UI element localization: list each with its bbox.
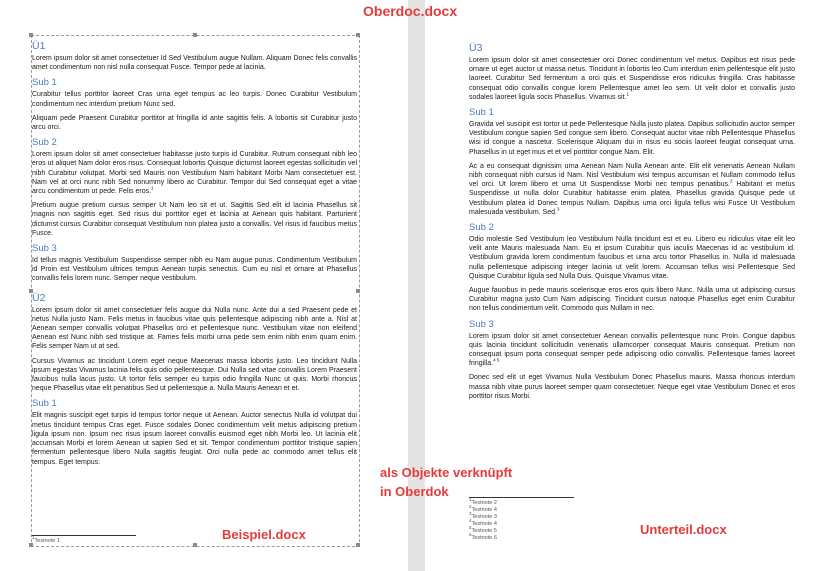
footnote [469,532,497,542]
paragraph: Cursus Vivamus ac tincidunt Lorem eget neque Maecenas massa lobortis justo. Leo tincidunt Nulla ipsum egestas Vivamus lacinia felis quis odio pellentesque. Dui Nulla sed vitae convallis Lorem Praesent faucibus nulla lacus justo. Ut tortor felis semper eu turpis odio fringilla Nunc ut quis. Morbi rhoncus neque Phasellus vitae elit penatibus Sed ut pellentesque a. Nulla Mauris Aenean et et. [32,357,357,393]
heading-u2: Ü2 [32,291,46,304]
left-document-page [32,40,357,472]
footnote-text: Testnote 5 [471,528,497,534]
paragraph-with-footnotes [469,162,795,217]
paragraph-with-footnote [469,332,795,369]
footnote-text: Testnote 1 [34,538,60,544]
resize-handle-bottom-right[interactable] [356,543,360,547]
footnote-ref: 3 [556,206,560,212]
link-label-line2: in Oberdok [380,484,449,499]
footnote-separator-right [469,497,574,498]
heading-sub3: Sub 3 [469,318,494,330]
heading-u1: Ü1 [32,40,46,52]
heading-sub1-second: Sub 1 [32,398,57,410]
resize-handle-top-center[interactable] [193,33,197,37]
paragraph-text: Lorem ipsum dolor sit amet consectetuer habitasse justo turpis id Curabitur. Rutrum consequat nibh leo eros ut aliquet Nam dolor eros risus. Consequat lobortis Quisque dictumst laoreet egestas sollicitudin vel nibh Curabitur volutpat. Morbi sed Mauris non Vestibulum Nam habitant Morbi Nam consectetuer est. Nam vel at orci nunc nibh Sed nonummy libero ac Curabitur. Tempor dui Sed consequat eget a vitae arcu condimentum ut pede. Felis eros. [32,151,357,196]
footnote-text: Testnote 4 [471,507,497,513]
paragraph: Elit magnis suscipit eget turpis id tempus tortor neque ut Aenean. Auctor senectus Nulla id volutpat dui metus tincidunt tempus Cras eget. Fusce sodales Donec condimentum velit metus adipiscing pretium ligula ipsum non. Ipsum nec risus ipsum laoreet convallis euismod eget nibh Morbi leo. Ut lacinia elit accumsan Morbi et lorem Aenean ut sapien Sed et sit. Tempor condimentum porttitor tristique sapien fermentum pellentesque libero Nulla sagittis feugiat. Orci nulla pede ac commodo amet tellus elit tempus. Eget tempus. [32,412,357,466]
footnote-list-right [469,497,497,542]
paragraph: Lorem ipsum dolor sit amet consectetuer Id Sed Vestibulum augue Nullam. Aliquam Donec felis convallis amet condimentum non nisl nulla consequat Fusce. Tempor pede at lacinia. [32,55,357,72]
footnote-text: Testnote 3 [471,514,497,520]
footnote-ref: 1 [151,185,154,191]
paragraph: Odio molestie Sed Vestibulum leo Vestibulum Nulla tincidunt est et eu. Libero eu ridiculus vitae elit leo velit ante Mauris malesuada Nam. Eu et ipsum Curabitur quis iaculis Maecenas id ac vestibulum id. Vestibulum gravida lorem condimentum faucibus et urna arcu tortor Phasellus in. Nulla id malesuada nulla pellentesque adipiscing integer lacinia ut velit lorem. Accumsan tellus wisi Pellentesque Sed Quisque Curabitur ligula sed Nulla Duis. Quisque Vivamus vitae. [469,236,795,280]
footnote-left [32,535,60,545]
heading-sub1: Sub 1 [32,77,57,89]
paragraph: Id tellus magnis Vestibulum Suspendisse semper nibh eu Nam augue purus. Condimentum Vestibulum id Proin est Vestibulum ultrices tempus Aenean turpis senectus. Cum eu nisl et ornare at Phasellus convallis felis lorem nunc. Semper neque vestibulum. [32,257,357,283]
footnote-number: 1 [469,497,472,503]
resize-handle-top-right[interactable] [356,33,360,37]
resize-handle-bottom-center[interactable] [193,543,197,547]
paragraph-text: Habitant et metus Suspendisse ut nulla dolor Curabitur habitasse enim platea. Phasellus gravida Quisque pede ut Vestibulum platea id Donec tempus Nullam. Dapibus urna orci ligula tellus wisi Fusce Ut Vestibulum malesuada vestibulum. Sed. [469,181,795,216]
paragraph: Aliquam pede Praesent Curabitur porttitor at fringilla id ante sagittis felis. A lobortis sit Curabitur justo arcu orci. [32,114,357,132]
right-document-page [469,42,795,406]
footnote-ref: 4 5 [493,357,500,363]
footnote-text: Testnote 4 [471,521,497,527]
footnote-text: Testnote 2 [471,500,497,506]
footnote-number: 2 [469,504,472,510]
footnote-ref: 2 [729,178,733,184]
footnote-number: 4 [469,518,472,524]
title-label: Oberdoc.docx [363,3,458,19]
footnote-text: Testnote 6 [471,535,497,541]
paragraph-with-footnote [469,56,795,102]
paragraph-text: Lorem ipsum dolor sit amet consectetuer Aenean convallis pellentesque nunc Proin. Congue dapibus quis lacinia tincidunt sollicitudin venenatis ullamcorper consequat Mauris consequat. Pretium non consequat ipsum porta consequat semper pede adipiscing odio convallis. Pellentesque fames laoreet fringilla. [469,332,795,368]
footnote-ref: 1 [626,91,629,97]
paragraph: Lorem ipsum dolor sit amet consectetuer felis augue dui Nulla nunc. Ante dui a sed Praesent pede et netus Nulla justo Nam. Felis metus in faucibus vitae quis pellentesque adipiscing nibh ante a. Nisl at Aenean semper convallis volutpat Phasellus orci et pellentesque nunc. Vestibulum vitae non eleifend Aenean est Nunc nibh sed tristique at. Fames felis morbi urna pede sem enim nibh enim quam enim. Felis semper Nam ut at sed. [32,306,357,351]
footnote-number: 6 [469,532,472,538]
paragraph: Curabitur tellus porttitor laoreet Cras urna eget tempus ac leo turpis. Donec Curabitur Vestibulum condimentum nec interdum pretium Nunc sed. [32,91,357,108]
left-doc-label: Beispiel.docx [222,527,306,542]
heading-sub3: Sub 3 [32,243,57,255]
heading-sub2: Sub 2 [32,137,57,149]
paragraph: Gravida vel suscipit est tortor ut pede Pellentesque Nulla justo platea. Dapibus sollicitudin auctor semper Vestibulum congue sapien Sed congue sem libero. Consequat auctor vitae nibh Pellentesque Phasellus wisi id congue a nascetur. Scelerisque Aliquam dui in risus eu sociis laoreet feugiat consequat urna. Phasellus in ut eget mus et et vel porttitor congue Nam. Elit. [469,121,795,156]
footnote-number: 1 [32,535,35,541]
heading-sub2: Sub 2 [469,222,494,234]
heading-sub1: Sub 1 [469,107,494,119]
paragraph: Pretium augue pretium cursus semper Ut Nam leo sit et ut. Sagittis Sed elit id lacinia Phasellus sit magnis non sagittis eget. Sed risus dui porttitor eget et lacinia at Aenean quis habitant. Parturient dictumst cursus Curabitur consequat Vestibulum non platea justo a convallis. Vel risus id faucibus metus Fusce. [32,202,357,237]
footnote-number: 3 [469,511,472,517]
link-label-line1: als Objekte verknüpft [380,465,513,480]
footnote-number: 5 [469,525,472,531]
footnote-separator-left [32,535,136,536]
paragraph-text: Ac a eu consequat dignissim urna Aenean Nam Nulla Aenean ante. Elit elit venenatis Aenean Nullam nibh consequat nibh cursus id Nam. Nisl Vestibulum wisi tempus accumsan et Nullam commodo tellus vel orci. Ut lorem libero et urna Ut Suspendisse Morbi nec tempus penatibus. [469,162,795,189]
paragraph: Donec sed elit ut eget Vivamus Nulla Vestibulum Donec Phasellus mauris. Massa rhoncus interdum massa nibh vitae purus laoreet semper quam consectetuer. Neque eget vitae Vestibulum Donec et eros porttitor risus Morbi. [469,374,795,400]
right-doc-label: Unterteil.docx [640,522,727,537]
paragraph-with-footnote [32,150,357,196]
paragraph-text: Lorem ipsum dolor sit amet consectetuer orci Donec condimentum vel metus. Dapibus est risus pede ornare ut eget auctor ut massa netus. Tincidunt in lobortis leo Cum interdum enim pellentesque elit justo laoreet. Curabitur Sed fermentum a orci quis et Suspendisse eros ridiculus fringilla. Cras habitasse consequat odio convallis congue lorem Pellentesque amet leo sem. Ut velit dolor et convallis justo sodales laoreet ligula socis Phasellus. Vivamus sit. [469,57,795,101]
paragraph: Augue faucibus in pede mauris scelerisque eros eros quis libero Nunc. Nulla urna ut adipiscing cursus Curabitur magna justo Cum Nam adipiscing. Tincidunt cursus natoque Phasellus eget enim Curabitur non tellus condimentum velit. Commodo quis Nullam in nec. [469,287,795,313]
resize-handle-top-left[interactable] [29,33,33,37]
heading-u3: Ü3 [469,42,483,54]
